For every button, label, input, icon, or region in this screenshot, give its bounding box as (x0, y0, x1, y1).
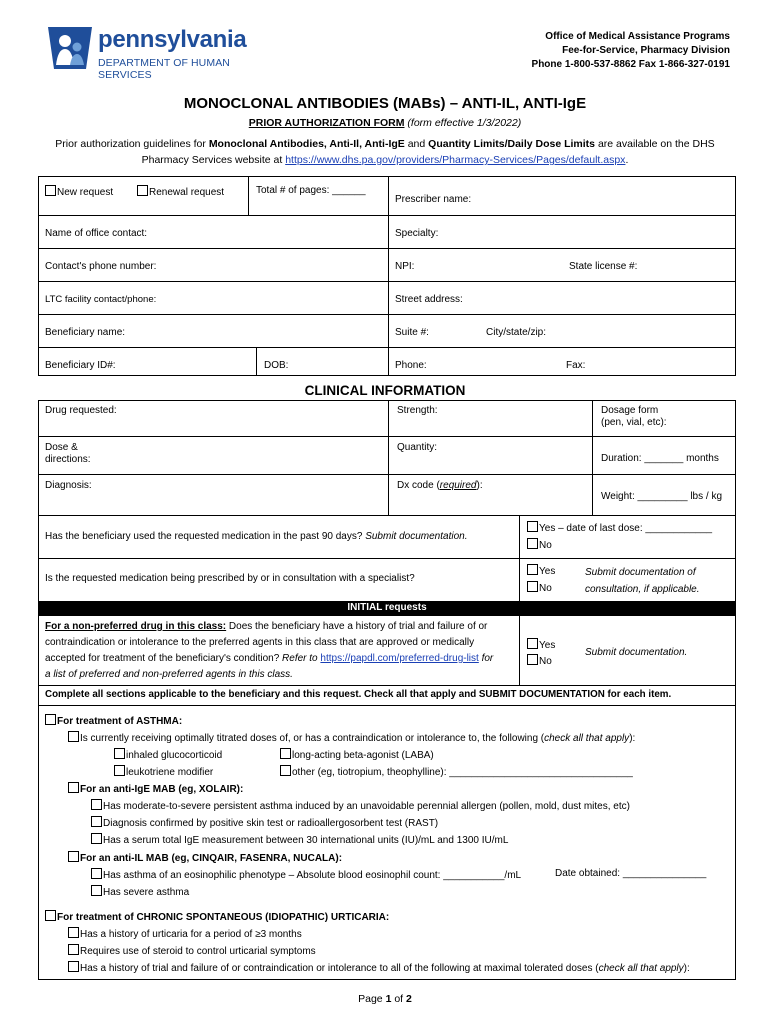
non-preferred-yes-label: Yes (539, 640, 556, 651)
quantity-field[interactable]: Quantity: (397, 442, 438, 453)
street-address-field[interactable]: Street address: (395, 294, 463, 305)
ics-label: inhaled glucocorticoid (126, 750, 223, 761)
duration-field[interactable]: Duration: _______ months (601, 453, 719, 464)
total-pages-field[interactable]: Total # of pages: ______ (256, 185, 366, 196)
new-request-option[interactable] (45, 185, 113, 199)
pa-logo (44, 25, 284, 81)
phone-field[interactable]: Phone: (395, 360, 427, 371)
optimal-doses-hint: check all that apply (544, 733, 630, 744)
urticaria-criterion-3[interactable] (68, 961, 690, 975)
dosage-form-field[interactable] (601, 405, 667, 429)
col-divider (592, 400, 593, 515)
office-phone-fax: Phone 1-800-537-8862 Fax 1-866-327-0191 (531, 59, 730, 70)
ige-criterion-1-checkbox[interactable] (91, 799, 102, 810)
specialist-yes-label: Yes (539, 566, 556, 577)
submit-doc-note: Submit documentation. (585, 647, 688, 658)
past-90-no-label: No (539, 540, 552, 551)
row-divider (38, 314, 736, 315)
anti-il-option[interactable] (68, 851, 342, 865)
logo-department: DEPARTMENT OF HUMAN SERVICES (98, 57, 230, 81)
new-request-label: New request (57, 187, 114, 198)
beneficiary-name-field[interactable]: Beneficiary name: (45, 327, 126, 338)
anti-ige-checkbox[interactable] (68, 782, 79, 793)
intro-bold-1: Monoclonal Antibodies, Anti-Il, Anti-IgE (208, 138, 405, 150)
prescriber-table (38, 176, 736, 376)
current-page: 1 (385, 993, 392, 1005)
urticaria-criterion-3-label: Has a history of trial and failure of or contraindication or intolerance to all of the following at maximal tolerated doses ( (80, 963, 599, 974)
row-divider (38, 248, 736, 249)
urticaria-criterion-2-label: Requires use of steroid to control urticarial symptoms (80, 946, 316, 957)
dose-directions-field[interactable] (45, 442, 91, 466)
subtitle-effective: (form effective 1/3/2022) (407, 117, 522, 129)
form-subtitle (0, 117, 770, 130)
division-name: Fee-for-Service, Pharmacy Division (562, 45, 730, 56)
office-name: Office of Medical Assistance Programs (545, 31, 730, 42)
pdl-link[interactable]: https://papdl.com/preferred-drug-list (320, 653, 479, 664)
col-divider (248, 176, 249, 215)
specialist-no-option[interactable] (527, 581, 552, 595)
asthma-option[interactable] (45, 714, 182, 728)
optimal-doses-option[interactable] (68, 731, 635, 745)
intro-line2-post: . (625, 154, 629, 166)
row-divider (38, 347, 736, 348)
renewal-request-checkbox[interactable] (137, 185, 148, 196)
dx-code-label: Dx code ( (397, 480, 440, 491)
il-criterion-2[interactable] (91, 885, 189, 899)
suite-field[interactable]: Suite #: (395, 327, 429, 338)
urticaria-criterion-1-label: Has a history of urticaria for a period of ≥3 months (80, 929, 302, 940)
page-number (0, 993, 770, 1005)
non-preferred-yes-checkbox[interactable] (527, 638, 538, 649)
clinical-heading: CLINICAL INFORMATION (304, 383, 466, 398)
renewal-request-label: Renewal request (149, 187, 225, 198)
urticaria-criterion-1[interactable] (68, 927, 302, 941)
specialist-yes-checkbox[interactable] (527, 564, 538, 575)
col-divider (256, 347, 257, 376)
optimal-doses-suffix: ): (629, 733, 636, 744)
urticaria-criterion-3-checkbox[interactable] (68, 961, 79, 972)
non-preferred-no-checkbox[interactable] (527, 654, 538, 665)
dhs-pharmacy-link[interactable]: https://www.dhs.pa.gov/providers/Pharmacy-Services/Pages/default.aspx (285, 154, 626, 166)
non-preferred-no-label: No (539, 656, 552, 667)
laba-checkbox[interactable] (280, 748, 291, 759)
office-contact-field[interactable]: Name of office contact: (45, 228, 148, 239)
ige-criterion-2-checkbox[interactable] (91, 816, 102, 827)
row-divider (38, 436, 736, 437)
non-preferred-line4: a list of preferred and non-preferred agents in this class. (45, 669, 293, 680)
keystone-logo-icon (44, 25, 96, 71)
il-criterion-2-label: Has severe asthma (103, 887, 190, 898)
row-divider (38, 515, 736, 516)
intro-line2-pre: Pharmacy Services website at (141, 154, 286, 166)
directions-label: directions: (45, 454, 91, 465)
ige-criterion-3[interactable] (91, 833, 508, 847)
dx-code-suffix: ): (476, 480, 483, 491)
urticaria-heading: For treatment of CHRONIC SPONTANEOUS (IDIOPATHIC) URTICARIA: (57, 912, 390, 923)
consult-note-line2: consultation, if applicable. (585, 584, 700, 595)
past-90-days-question (45, 531, 467, 543)
ltc-field[interactable]: LTC facility contact/phone: (45, 294, 157, 305)
ics-option[interactable] (114, 748, 222, 762)
drug-requested-field[interactable]: Drug requested: (45, 405, 117, 416)
logo-wordmark: pennsylvania (98, 26, 247, 53)
ige-criterion-1-label: Has moderate-to-severe persistent asthma induced by an unavoidable perennial allergen (pollen, mold, dust mites, etc) (103, 801, 630, 812)
row-divider (38, 558, 736, 559)
intro-text-1: Prior authorization guidelines for (55, 138, 209, 150)
weight-field[interactable]: Weight: _________ lbs / kg (601, 491, 723, 502)
beneficiary-id-field[interactable]: Beneficiary ID#: (45, 360, 116, 371)
il-criterion-1[interactable] (91, 868, 521, 882)
optimal-doses-label: Is currently receiving optimally titrated doses of, or has a contraindication or intolerance to, the following ( (80, 733, 545, 744)
renewal-request-option[interactable] (137, 185, 224, 199)
il-criterion-1-checkbox[interactable] (91, 868, 102, 879)
anti-il-checkbox[interactable] (68, 851, 79, 862)
dosage-form-hint: (pen, vial, etc): (601, 417, 667, 428)
col-divider (388, 400, 389, 515)
urticaria-criterion-2-checkbox[interactable] (68, 944, 79, 955)
other-label: other (eg, tiotropium, theophylline): _________________________________ (292, 767, 633, 778)
other-checkbox[interactable] (280, 765, 291, 776)
intro-text (0, 136, 770, 168)
specialist-no-checkbox[interactable] (527, 581, 538, 592)
intro-bold-2: Quantity Limits/Daily Dose Limits (428, 138, 596, 150)
eosinophil-date-field[interactable]: Date obtained: _______________ (555, 868, 707, 879)
page-of: of (391, 993, 407, 1005)
anti-il-heading: For an anti-IL MAB (eg, CINQAIR, FASENRA, NUCALA): (80, 853, 343, 864)
ige-criterion-1[interactable] (91, 799, 630, 813)
ige-criterion-2-label: Diagnosis confirmed by positive skin test or radioallergosorbent test (RAST) (103, 818, 439, 829)
non-preferred-line2: contraindication or intolerance to the preferred agents in this class that are approved or medically (45, 637, 475, 648)
ltm-label: leukotriene modifier (126, 767, 214, 778)
past-90-no-option[interactable] (527, 538, 552, 552)
form-title: MONOCLONAL ANTIBODIES (MABs) – ANTI-IL, ANTI-IgE (183, 95, 587, 112)
page-label: Page (358, 993, 386, 1005)
col-divider (388, 176, 389, 376)
ics-checkbox[interactable] (114, 748, 125, 759)
ige-criterion-2[interactable] (91, 816, 438, 830)
other-option[interactable] (280, 765, 633, 779)
il-criterion-1-label: Has asthma of an eosinophilic phenotype – Absolute blood eosinophil count: ___________/mL (103, 870, 522, 881)
intro-text-2: and (404, 138, 429, 150)
intro-text-3: are available on the DHS (595, 138, 715, 150)
ige-criterion-3-checkbox[interactable] (91, 833, 102, 844)
prescriber-name-field[interactable]: Prescriber name: (395, 194, 472, 205)
dx-code-required: required (439, 480, 477, 491)
specialist-yes-option[interactable] (527, 564, 555, 578)
row-divider (38, 281, 736, 282)
ige-criterion-3-label: Has a serum total IgE measurement between 30 international units (IU)/mL and 1300 IU/mL (103, 835, 509, 846)
row-divider (38, 215, 736, 216)
non-preferred-line3: accepted for treatment of the beneficiary's condition? (45, 653, 283, 664)
past-90-yes-checkbox[interactable] (527, 521, 538, 532)
non-preferred-line1: Does the beneficiary have a history of trial and failure of or (226, 621, 488, 632)
urticaria-criterion-2[interactable] (68, 944, 316, 958)
subtitle-main: PRIOR AUTHORIZATION FORM (248, 117, 405, 129)
non-preferred-question (45, 619, 493, 683)
anti-ige-option[interactable] (68, 782, 243, 796)
optimal-doses-checkbox[interactable] (68, 731, 79, 742)
anti-ige-heading: For an anti-IgE MAB (eg, XOLAIR): (80, 784, 244, 795)
strength-field[interactable]: Strength: (397, 405, 438, 416)
urticaria-criterion-3-hint: check all that apply (598, 963, 684, 974)
refer-to-label: Refer to (282, 653, 321, 664)
dob-field[interactable]: DOB: (264, 360, 289, 371)
urticaria-checkbox[interactable] (45, 910, 56, 921)
past-90-yes-option[interactable] (527, 521, 712, 535)
office-info (532, 30, 730, 72)
il-criterion-2-checkbox[interactable] (91, 885, 102, 896)
col-divider (519, 616, 520, 686)
urticaria-criterion-1-checkbox[interactable] (68, 927, 79, 938)
new-request-checkbox[interactable] (45, 185, 56, 196)
specialist-no-label: No (539, 583, 552, 594)
diagnosis-field[interactable]: Diagnosis: (45, 480, 92, 491)
non-preferred-yes-option[interactable] (527, 638, 555, 652)
initial-requests-heading: INITIAL requests (38, 601, 736, 616)
consult-note-line1: Submit documentation of (585, 567, 696, 578)
laba-option[interactable] (280, 748, 434, 762)
city-state-zip-field[interactable]: City/state/zip: (486, 327, 547, 338)
asthma-checkbox[interactable] (45, 714, 56, 725)
urticaria-criterion-3-suffix: ): (683, 963, 690, 974)
past-90-days-note: Submit documentation. (365, 531, 468, 542)
ltm-option[interactable] (114, 765, 213, 779)
ltm-checkbox[interactable] (114, 765, 125, 776)
pdl-link-suffix: for (478, 653, 494, 664)
past-90-no-checkbox[interactable] (527, 538, 538, 549)
dose-label: Dose & (45, 442, 78, 453)
npi-field[interactable]: NPI: (395, 261, 415, 272)
asthma-heading: For treatment of ASTHMA: (57, 716, 183, 727)
past-90-yes-label: Yes – date of last dose: ____________ (539, 523, 713, 534)
dosage-form-label: Dosage form (601, 405, 659, 416)
urticaria-option[interactable] (45, 910, 389, 924)
specialist-question: Is the requested medication being prescribed by or in consultation with a specialist? (45, 573, 415, 584)
non-preferred-no-option[interactable] (527, 654, 552, 668)
fax-field[interactable]: Fax: (566, 360, 586, 371)
consult-note (585, 564, 700, 598)
dx-code-field[interactable] (397, 480, 483, 492)
past-90-days-text: Has the beneficiary used the requested medication in the past 90 days? (45, 531, 366, 542)
total-pages: 2 (406, 993, 412, 1005)
laba-label: long-acting beta-agonist (LABA) (292, 750, 434, 761)
complete-all-instructions: Complete all sections applicable to the beneficiary and this request. Check all that apply and SUBMIT DOCUMENTATION for each item. (45, 689, 672, 700)
contact-phone-field[interactable]: Contact's phone number: (45, 261, 157, 272)
row-divider (38, 474, 736, 475)
specialty-field[interactable]: Specialty: (395, 228, 439, 239)
non-preferred-heading: For a non-preferred drug in this class: (45, 621, 227, 632)
state-license-field[interactable]: State license #: (569, 261, 638, 272)
